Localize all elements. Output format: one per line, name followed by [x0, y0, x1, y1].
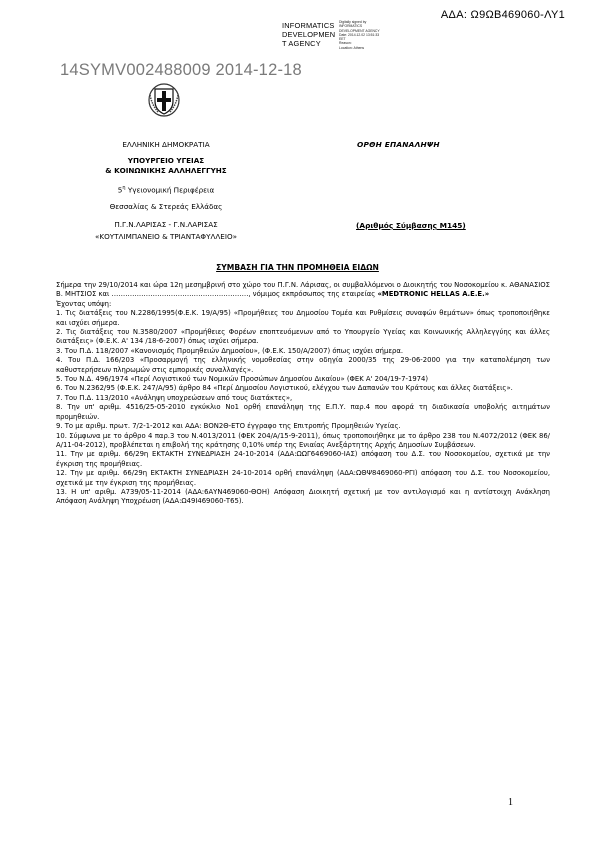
list-item: 12. Την με αριθμ. 66/29η ΕΚΤΑΚΤΗ ΣΥΝΕΔΡΙΑΣΗ 24-10-2014 ορθή επανάληψη (ΑΔΑ:ΩΘΨ8469060-ΡΓΙ) απόφαση του Δ.Σ. του Νοσοκομείου, σχετικά με την έγκριση της προμήθειας.	[56, 469, 550, 487]
signature-line: Digitally signed by	[339, 20, 367, 24]
signature-line: EET	[339, 37, 346, 42]
republic-name: ΕΛΛΗΝΙΚΗ ΔΗΜΟΚΡΑΤΙΑ	[122, 140, 210, 149]
hospital-fullname: «ΚΟΥΤΛΙΜΠΑΝΕΙΟ & ΤΡΙΑΝΤΑΦΥΛΛΕΙΟ»	[94, 232, 238, 241]
document-title: ΣΥΜΒΑΣΗ ΓΙΑ ΤΗΝ ΠΡΟΜΗΘΕΙΑ ΕΙΔΩΝ	[216, 263, 379, 272]
list-item: 1. Τις διατάξεις του Ν.2286/1995(Φ.Ε.Κ. 19/Α/95) «Προμήθειες του Δημοσίου Τομέα και Ρυθμίσεις συναφών θεμάτων» όπως τροποποιήθηκε και ισχύει σήμερα.	[56, 309, 550, 327]
ada-code: ΑΔΑ: Ω9ΩΒ469060-ΛΥ1	[440, 9, 565, 21]
list-item: 7. Του Π.Δ. 113/2010 «Ανάληψη υποχρεώσεων από τους διατάκτες»,	[56, 393, 293, 402]
signature-line: Location: Athens	[339, 45, 365, 50]
list-item: 4. Του Π.Δ. 166/203 «Προσαρμογή της ελληνικής νομοθεσίας στην οδηγία 2000/35 της 29-06-2000 για την καταπολέμηση των καθυστερήσεων πληρωμών στις εμπορικές συναλλαγές».	[56, 356, 550, 374]
signature-line: INFORMATICS	[339, 24, 363, 29]
agency-name	[282, 21, 335, 48]
intro-paragraph	[56, 281, 550, 300]
ministry-subname: & ΚΟΙΝΩΝΙΚΗΣ ΑΛΛΗΛΕΓΓΥΗΣ	[105, 166, 227, 175]
hospital-name: Π.Γ.Ν.ΛΑΡΙΣΑΣ - Γ.Ν.ΛΑΡΙΣΑΣ	[114, 220, 218, 229]
list-item: 3. Του Π.Δ. 118/2007 «Κανονισμός Προμηθειών Δημοσίου», (Φ.Ε.Κ. 150/Α/2007) όπως ισχύει σήμερα.	[56, 346, 404, 355]
agency-line: T AGENCY	[282, 39, 321, 48]
company-name: «MEDTRONIC HELLAS Α.Ε.Ε.»	[377, 290, 490, 299]
list-item: 9. Το με αριθμ. πρωτ. 7/2-1-2012 και ΑΔΑ: ΒΟΝ2Θ-ΕΤΟ έγγραφο της Επιτροπής Προμηθειών Υγείας.	[56, 422, 401, 431]
list-item: 2. Τις διατάξεις του Ν.3580/2007 «Προμήθειες Φορέων εποπτευόμενων από το Υπουργείο Υγείας και Κοινωνικής Αλληλεγγύης και άλλες διατάξεις» (Φ.Ε.Κ. Α' 134 /18-6-2007) όπως ισχύει σήμερα.	[56, 328, 550, 346]
region-number: 5	[117, 185, 123, 195]
health-region-area: Θεσσαλίας & Στερεάς Ελλάδας	[109, 202, 223, 211]
list-item: 6. Του Ν.2362/95 (Φ.Ε.Κ. 247/Α/95) άρθρο 84 «Περί Δημοσίου Λογιστικού, ελέγχου των Δαπανών του Κράτους και άλλες διατάξεις».	[56, 384, 513, 393]
region-label: Υγειονομική Περιφέρεια	[125, 185, 215, 195]
contract-number: (Αριθμός Σύμβασης Μ145)	[356, 221, 466, 230]
signature-line: DEVELOPMENT AGENCY	[339, 28, 380, 33]
agency-line: INFORMATICS	[282, 21, 335, 30]
list-item: 5. Του Ν.Δ. 496/1974 «Περί Λογιστικού των Νομικών Προσώπων Δημοσίου Δικαίου» (ΦΕΚ Α' 204/19-7-1974)	[56, 375, 429, 384]
document-stamp: 14SYMV002488009 2014-12-18	[60, 61, 302, 79]
health-region	[86, 185, 246, 194]
greek-coat-of-arms-icon	[148, 83, 180, 117]
ministry-name: ΥΠΟΥΡΓΕΙΟ ΥΓΕΙΑΣ	[127, 156, 205, 165]
page-number: 1	[508, 797, 513, 808]
list-item: 10. Σύμφωνα με το άρθρο 4 παρ.3 του Ν.4013/2011 (ΦΕΚ 204/Α/15-9-2011), όπως τροποποιήθηκε με το άρθρο 238 του Ν.4072/2012 (ΦΕΚ 86/Α/11-04-2012), προβλέπεται η επιβολή της κράτησης 0,10% υπέρ της Ενιαίας Ανεξάρτητης Αρχής Δημοσίων Συμβάσεων.	[56, 431, 550, 449]
digital-signature-info	[339, 20, 399, 50]
signature-line: Date: 2014.12.02 13:51:33	[339, 32, 380, 37]
agency-line: DEVELOPMEN	[282, 30, 336, 39]
list-item: 8. Την υπ' αριθμ. 4516/25-05-2010 εγκύκλιο Νο1 ορθή επανάληψη της Ε.Π.Υ. παρ.4 που αφορά τη διαδικασία υποβολής αιτημάτων προμηθειών.	[56, 403, 550, 421]
considering-heading: Έχοντας υπόψη:	[56, 299, 112, 308]
intro-text: Σήμερα την 29/10/2014 και ώρα 12η μεσημβρινή στο χώρο του Π.Γ.Ν. Λάρισας, οι συμβαλλόμενοι ο Διοικητής του Νοσοκομείου κ. ΑΘΑΝΑΣΙΟΣ Β. ΜΗΤΣΙΟΣ και ……………………………………………………, νόμιμος εκπρόσωπος της εταιρείας	[56, 281, 550, 299]
list-item: 11. Την με αριθμ. 66/29η ΕΚΤΑΚΤΗ ΣΥΝΕΔΡΙΑΣΗ 24-10-2014 (ΑΔΑ:ΩΩΓ6469060-ΙΑΣ) απόφαση του Δ.Σ. του Νοσοκομείου, σχετικά με την έγκριση της προμήθειας.	[56, 450, 550, 468]
list-item: 13. Η υπ' αριθμ. Α739/05-11-2014 (ΑΔΑ:6ΑΥΝ469060-ΘΟΗ) Απόφαση Διοικητή σχετική με τον αντιλογισμό και η αντίστοιχη Ανάκληση Απόφαση Ανάληψη Υποχρέωση (ΑΔΑ:Ω49Ι469060-Τ65).	[56, 487, 550, 506]
correct-repetition-label: ΟΡΘΗ ΕΠΑΝΑΛΗΨΗ	[357, 140, 440, 149]
region-superscript: η	[122, 185, 126, 191]
signature-line: Reason:	[339, 41, 352, 46]
document-body	[56, 281, 550, 507]
